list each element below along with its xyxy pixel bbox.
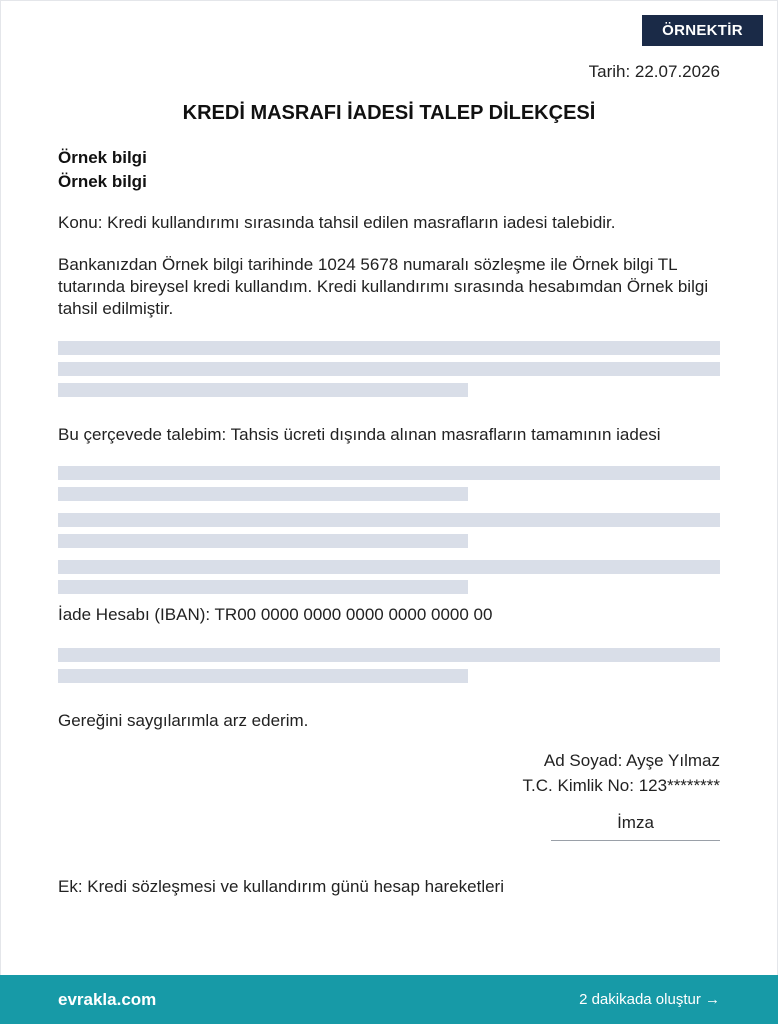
redacted-line — [58, 487, 468, 501]
redacted-line — [58, 560, 720, 574]
arrow-icon: → — [705, 991, 720, 1008]
signer-id: T.C. Kimlik No: 123******** — [522, 776, 720, 795]
signer-name: Ad Soyad: Ayşe Yılmaz — [543, 751, 720, 770]
iban-line: İade Hesabı (IBAN): TR00 0000 0000 0000 0000 0000 00 — [58, 605, 493, 624]
subject-line: Konu: Kredi kullandırımı sırasında tahsil edilen masrafların iadesi talebidir. — [58, 213, 616, 232]
redacted-line — [58, 466, 720, 480]
closing-line: Gereğini saygılarımla arz ederim. — [58, 711, 309, 730]
redacted-line — [58, 362, 720, 376]
sample-badge: ÖRNEKTİR — [642, 15, 763, 46]
redacted-line — [58, 534, 468, 548]
footer-bar — [0, 975, 778, 1024]
redacted-line — [58, 580, 468, 594]
footer-brand-link[interactable]: evrakla.com — [58, 990, 157, 1009]
redacted-line — [58, 341, 720, 355]
signature-label: İmza — [617, 813, 654, 832]
recipient-line-2: Örnek bilgi — [58, 172, 147, 191]
body-paragraph: Bankanızdan Örnek bilgi tarihinde 1024 5678 numaralı sözleşme ile Örnek bilgi TL tutarında bireysel kredi kullandım. Kredi kullandırımı sırasında hesabımdan Örnek bilgi tahsil edilmiştir. — [58, 255, 709, 318]
attachment-line: Ek: Kredi sözleşmesi ve kullandırım günü hesap hareketleri — [58, 877, 504, 896]
cta-label: 2 dakikada oluştur — [579, 991, 701, 1008]
redacted-line — [58, 383, 468, 397]
redacted-line — [58, 513, 720, 527]
document-date: Tarih: 22.07.2026 — [588, 62, 720, 81]
redacted-line — [58, 669, 468, 683]
request-line: Bu çerçevede talebim: Tahsis ücreti dışında alınan masrafların tamamının iadesi — [58, 425, 661, 444]
recipient-line-1: Örnek bilgi — [58, 148, 147, 167]
redacted-line — [58, 648, 720, 662]
create-document-button[interactable] — [579, 991, 720, 1008]
signature-field — [551, 812, 720, 841]
document-title: KREDİ MASRAFI İADESİ TALEP DİLEKÇESİ — [182, 102, 596, 124]
